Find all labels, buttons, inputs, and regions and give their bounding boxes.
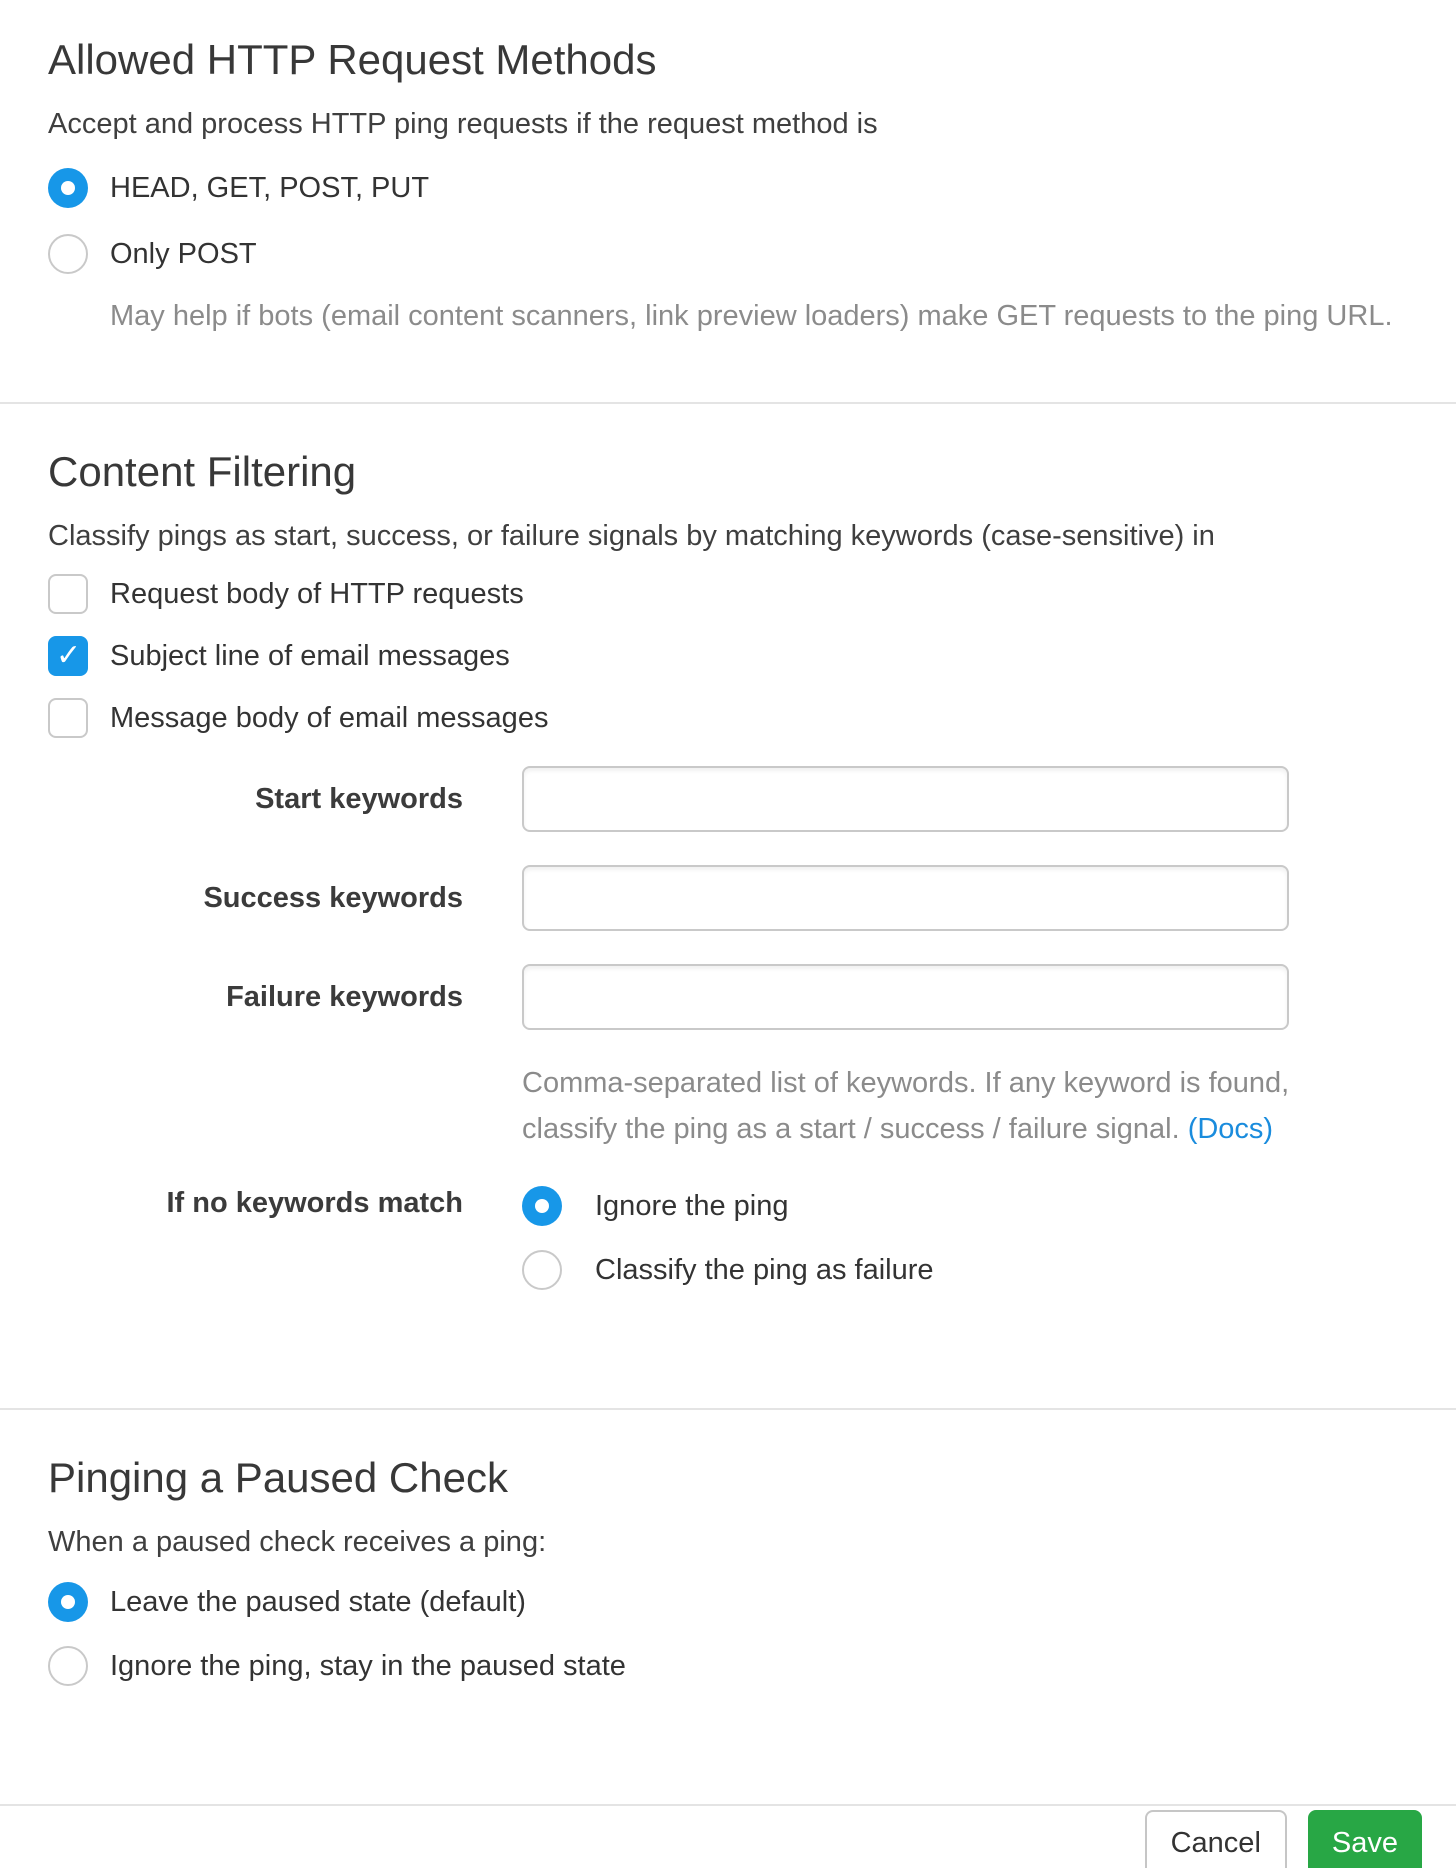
success-keywords-input[interactable] xyxy=(522,865,1289,931)
success-keywords-label: Success keywords xyxy=(203,881,463,914)
keywords-help-line1: Comma-separated list of keywords. If any keyword is found, xyxy=(522,1067,1290,1099)
radio-label: Ignore the ping xyxy=(595,1190,789,1222)
form-row-success-keywords xyxy=(48,865,1408,931)
radio-label: Ignore the ping, stay in the paused state xyxy=(110,1650,626,1682)
checkbox-label: Request body of HTTP requests xyxy=(110,578,524,610)
keywords-help-line2: classify the ping as a start / success / failure signal. xyxy=(522,1113,1180,1145)
section-http-methods xyxy=(0,0,1456,402)
cancel-button[interactable]: Cancel xyxy=(1145,1810,1287,1868)
keywords-help xyxy=(522,1060,1312,1152)
radio-button-only-post[interactable] xyxy=(48,234,88,274)
form-row-start-keywords xyxy=(48,766,1408,832)
radio-button-head-get-post-put[interactable] xyxy=(48,168,88,208)
success-keywords-control xyxy=(522,865,1408,931)
radio-row-ignore-ping[interactable] xyxy=(522,1184,934,1228)
docs-link[interactable]: (Docs) xyxy=(1187,1113,1274,1145)
failure-keywords-label: Failure keywords xyxy=(226,980,463,1013)
failure-keywords-control xyxy=(522,964,1408,1030)
radio-row-only-post[interactable] xyxy=(48,232,1408,276)
radio-button-leave-paused[interactable] xyxy=(48,1582,88,1622)
checkbox-row-message-body[interactable] xyxy=(48,696,1408,740)
radio-row-classify-failure[interactable] xyxy=(522,1248,934,1292)
start-keywords-input[interactable] xyxy=(522,766,1289,832)
radio-label: Classify the ping as failure xyxy=(595,1254,934,1286)
footer-actions xyxy=(0,1806,1456,1868)
http-methods-help: May help if bots (email content scanners, link preview loaders) make GET requests to the ping URL. xyxy=(110,300,1393,332)
radio-label: HEAD, GET, POST, PUT xyxy=(110,172,430,204)
http-methods-title: Allowed HTTP Request Methods xyxy=(48,36,657,83)
http-methods-subtitle: Accept and process HTTP ping requests if the request method is xyxy=(48,108,878,140)
radio-label: Only POST xyxy=(110,238,257,270)
section-content-filtering xyxy=(0,404,1456,1408)
checkbox-label: Message body of email messages xyxy=(110,702,549,734)
radio-button-classify-failure[interactable] xyxy=(522,1250,562,1290)
content-filtering-title: Content Filtering xyxy=(48,448,357,495)
start-keywords-label: Start keywords xyxy=(255,782,463,815)
radio-row-stay-paused[interactable] xyxy=(48,1644,1408,1688)
radio-row-head-get-post-put[interactable] xyxy=(48,166,1408,210)
paused-check-subtitle: When a paused check receives a ping: xyxy=(48,1526,547,1558)
failure-keywords-input[interactable] xyxy=(522,964,1289,1030)
paused-check-title: Pinging a Paused Check xyxy=(48,1454,508,1501)
checkbox-label: Subject line of email messages xyxy=(110,640,510,672)
no-match-options xyxy=(522,1184,934,1312)
form-row-failure-keywords xyxy=(48,964,1408,1030)
no-match-label: If no keywords match xyxy=(166,1187,463,1219)
checkbox-request-body[interactable] xyxy=(48,574,88,614)
checkbox-row-request-body[interactable] xyxy=(48,572,1408,616)
content-filtering-subtitle: Classify pings as start, success, or failure signals by matching keywords (case-sensitive) in xyxy=(48,520,1215,552)
radio-label: Leave the paused state (default) xyxy=(110,1586,526,1618)
start-keywords-control xyxy=(522,766,1408,832)
checkbox-row-subject-line[interactable] xyxy=(48,634,1408,678)
section-paused-check xyxy=(0,1410,1456,1804)
radio-button-stay-paused[interactable] xyxy=(48,1646,88,1686)
radio-row-leave-paused[interactable] xyxy=(48,1580,1408,1624)
content-filtering-checkbox-group xyxy=(48,572,1408,740)
no-match-row xyxy=(48,1184,1408,1312)
checkbox-message-body[interactable] xyxy=(48,698,88,738)
checkbox-subject-line[interactable] xyxy=(48,636,88,676)
radio-button-ignore-ping[interactable] xyxy=(522,1186,562,1226)
save-button[interactable]: Save xyxy=(1308,1810,1422,1868)
